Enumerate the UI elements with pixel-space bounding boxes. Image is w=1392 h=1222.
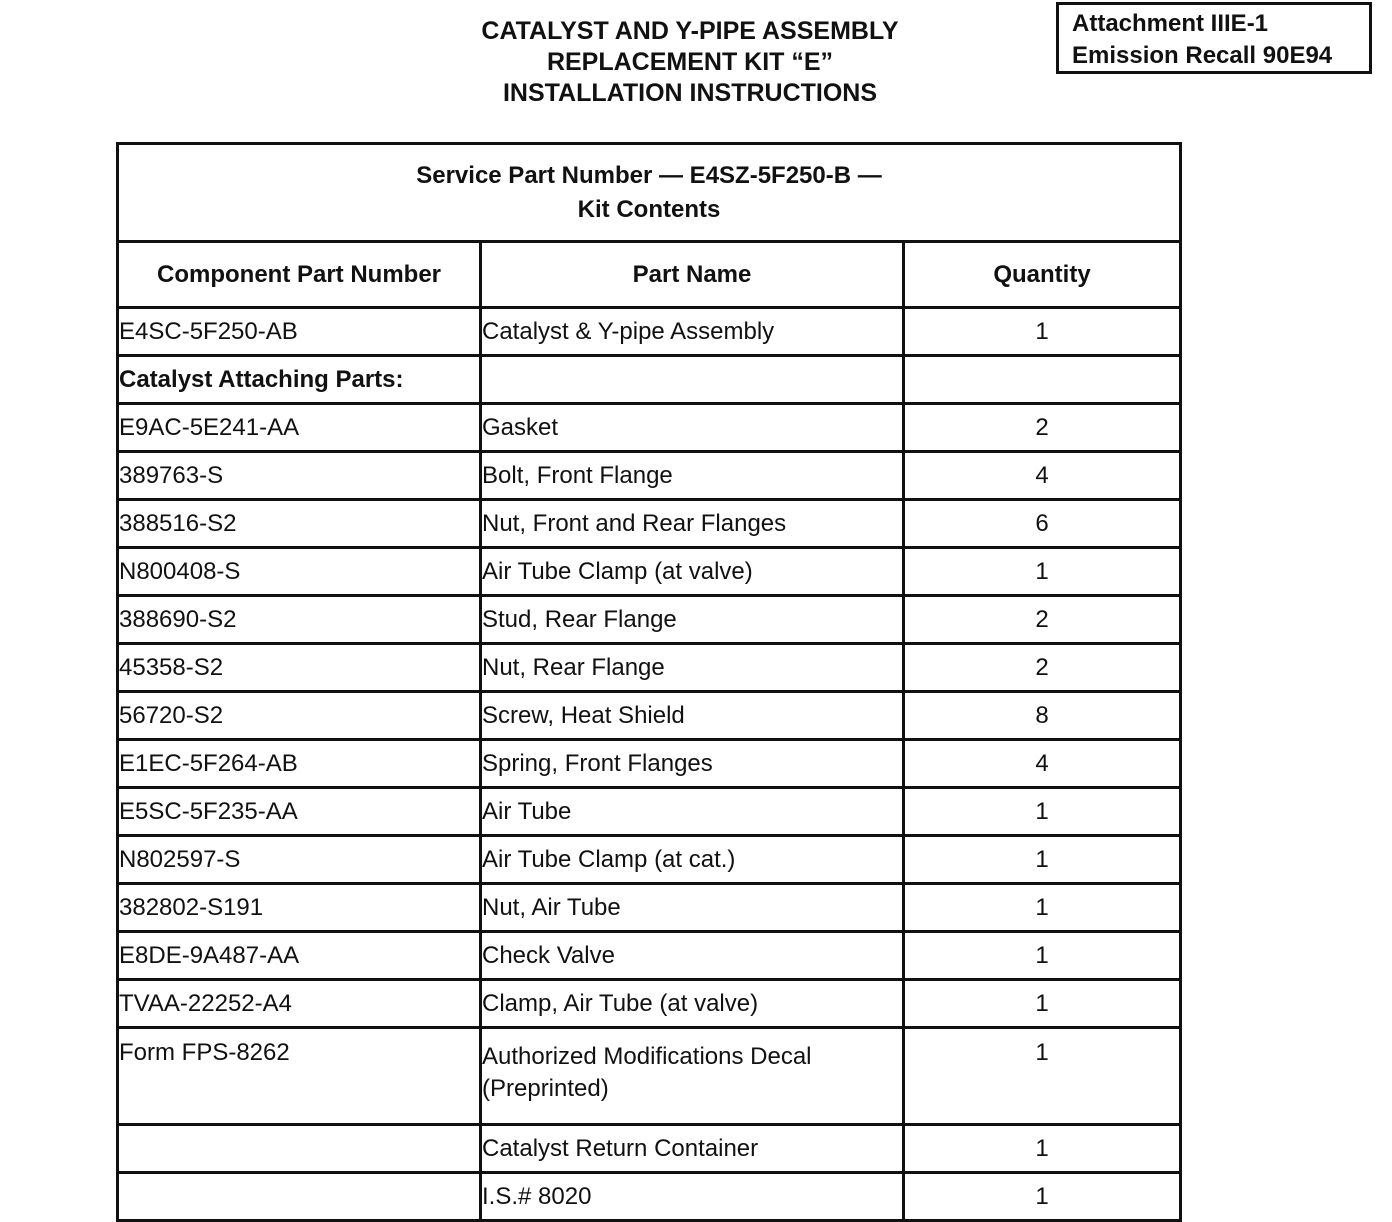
recall-label: Emission Recall 90E94 xyxy=(1072,42,1333,69)
table-row xyxy=(118,452,1181,500)
title-line-1: CATALYST AND Y-PIPE ASSEMBLY xyxy=(481,17,899,45)
table-row xyxy=(118,548,1181,596)
part-name-cell: Catalyst Return Container xyxy=(481,1125,904,1173)
part-number-cell: 45358-S2 xyxy=(118,644,481,692)
quantity-cell: 4 xyxy=(904,452,1181,500)
quantity-cell: 1 xyxy=(904,980,1181,1028)
table-row xyxy=(118,1028,1181,1125)
quantity-cell: 8 xyxy=(904,692,1181,740)
part-number-cell xyxy=(118,1125,481,1173)
document-title xyxy=(340,16,1040,109)
title-line-2: REPLACEMENT KIT “E” xyxy=(546,48,834,76)
quantity-cell: 1 xyxy=(904,1125,1181,1173)
table-body xyxy=(118,308,1181,1221)
section-label-cell: Catalyst Attaching Parts: xyxy=(118,356,481,404)
part-number-cell: 382802-S191 xyxy=(118,884,481,932)
quantity-cell: 1 xyxy=(904,1028,1181,1125)
part-number-cell: 389763-S xyxy=(118,452,481,500)
table-row xyxy=(118,788,1181,836)
part-name-cell: Clamp, Air Tube (at valve) xyxy=(481,980,904,1028)
part-name-cell: Bolt, Front Flange xyxy=(481,452,904,500)
quantity-cell: 1 xyxy=(904,788,1181,836)
part-number-cell xyxy=(118,1173,481,1221)
part-name-line-2: (Preprinted) xyxy=(482,1075,609,1102)
table-row xyxy=(118,740,1181,788)
part-name-cell xyxy=(481,1028,904,1125)
part-name-cell: Air Tube Clamp (at cat.) xyxy=(481,836,904,884)
part-number-cell: Form FPS-8262 xyxy=(118,1028,481,1125)
table-row xyxy=(118,644,1181,692)
column-header-row xyxy=(118,242,1181,308)
part-number-cell: E8DE-9A487-AA xyxy=(118,932,481,980)
part-number-cell: E9AC-5E241-AA xyxy=(118,404,481,452)
part-name-cell: Screw, Heat Shield xyxy=(481,692,904,740)
part-name-cell: Stud, Rear Flange xyxy=(481,596,904,644)
part-name-cell xyxy=(481,356,904,404)
quantity-cell: 2 xyxy=(904,644,1181,692)
part-number-cell: E5SC-5F235-AA xyxy=(118,788,481,836)
part-name-line-1: Authorized Modifications Decal xyxy=(482,1043,812,1070)
table-row xyxy=(118,404,1181,452)
kit-header-cell xyxy=(118,144,1181,242)
part-number-cell: 388690-S2 xyxy=(118,596,481,644)
title-line-3: INSTALLATION INSTRUCTIONS xyxy=(502,79,878,107)
quantity-cell: 1 xyxy=(904,308,1181,356)
column-header-quantity: Quantity xyxy=(904,242,1181,308)
kit-header-row xyxy=(118,144,1181,242)
table-row-section xyxy=(118,356,1181,404)
part-number-cell: 388516-S2 xyxy=(118,500,481,548)
part-name-cell: Check Valve xyxy=(481,932,904,980)
quantity-cell: 6 xyxy=(904,500,1181,548)
column-header-part-name: Part Name xyxy=(481,242,904,308)
attachment-box xyxy=(1056,2,1372,74)
part-number-cell: TVAA-22252-A4 xyxy=(118,980,481,1028)
table-row xyxy=(118,932,1181,980)
part-name-cell: Gasket xyxy=(481,404,904,452)
kit-contents-label: Kit Contents xyxy=(577,195,721,223)
part-name-cell: Nut, Front and Rear Flanges xyxy=(481,500,904,548)
table-row xyxy=(118,596,1181,644)
table-row xyxy=(118,692,1181,740)
part-name-cell: Air Tube Clamp (at valve) xyxy=(481,548,904,596)
part-number-cell: N800408-S xyxy=(118,548,481,596)
table-row xyxy=(118,1173,1181,1221)
table-row xyxy=(118,1125,1181,1173)
table-row xyxy=(118,980,1181,1028)
quantity-cell: 1 xyxy=(904,548,1181,596)
part-name-cell: Air Tube xyxy=(481,788,904,836)
part-number-cell: N802597-S xyxy=(118,836,481,884)
quantity-cell xyxy=(904,356,1181,404)
quantity-cell: 2 xyxy=(904,404,1181,452)
quantity-cell: 1 xyxy=(904,836,1181,884)
attachment-label: Attachment IIIE-1 xyxy=(1072,10,1269,37)
column-header-part-number: Component Part Number xyxy=(118,242,481,308)
table-row xyxy=(118,308,1181,356)
quantity-cell: 1 xyxy=(904,932,1181,980)
part-name-cell: Nut, Rear Flange xyxy=(481,644,904,692)
part-name-cell: I.S.# 8020 xyxy=(481,1173,904,1221)
kit-contents-table xyxy=(116,142,1182,1222)
quantity-cell: 1 xyxy=(904,884,1181,932)
part-name-cell: Nut, Air Tube xyxy=(481,884,904,932)
quantity-cell: 2 xyxy=(904,596,1181,644)
quantity-cell: 4 xyxy=(904,740,1181,788)
part-number-cell: E4SC-5F250-AB xyxy=(118,308,481,356)
table-row xyxy=(118,500,1181,548)
part-name-cell: Catalyst & Y-pipe Assembly xyxy=(481,308,904,356)
table-row xyxy=(118,884,1181,932)
service-part-number: Service Part Number — E4SZ-5F250-B — xyxy=(416,161,882,189)
part-name-cell: Spring, Front Flanges xyxy=(481,740,904,788)
quantity-cell: 1 xyxy=(904,1173,1181,1221)
part-number-cell: E1EC-5F264-AB xyxy=(118,740,481,788)
part-number-cell: 56720-S2 xyxy=(118,692,481,740)
table-row xyxy=(118,836,1181,884)
